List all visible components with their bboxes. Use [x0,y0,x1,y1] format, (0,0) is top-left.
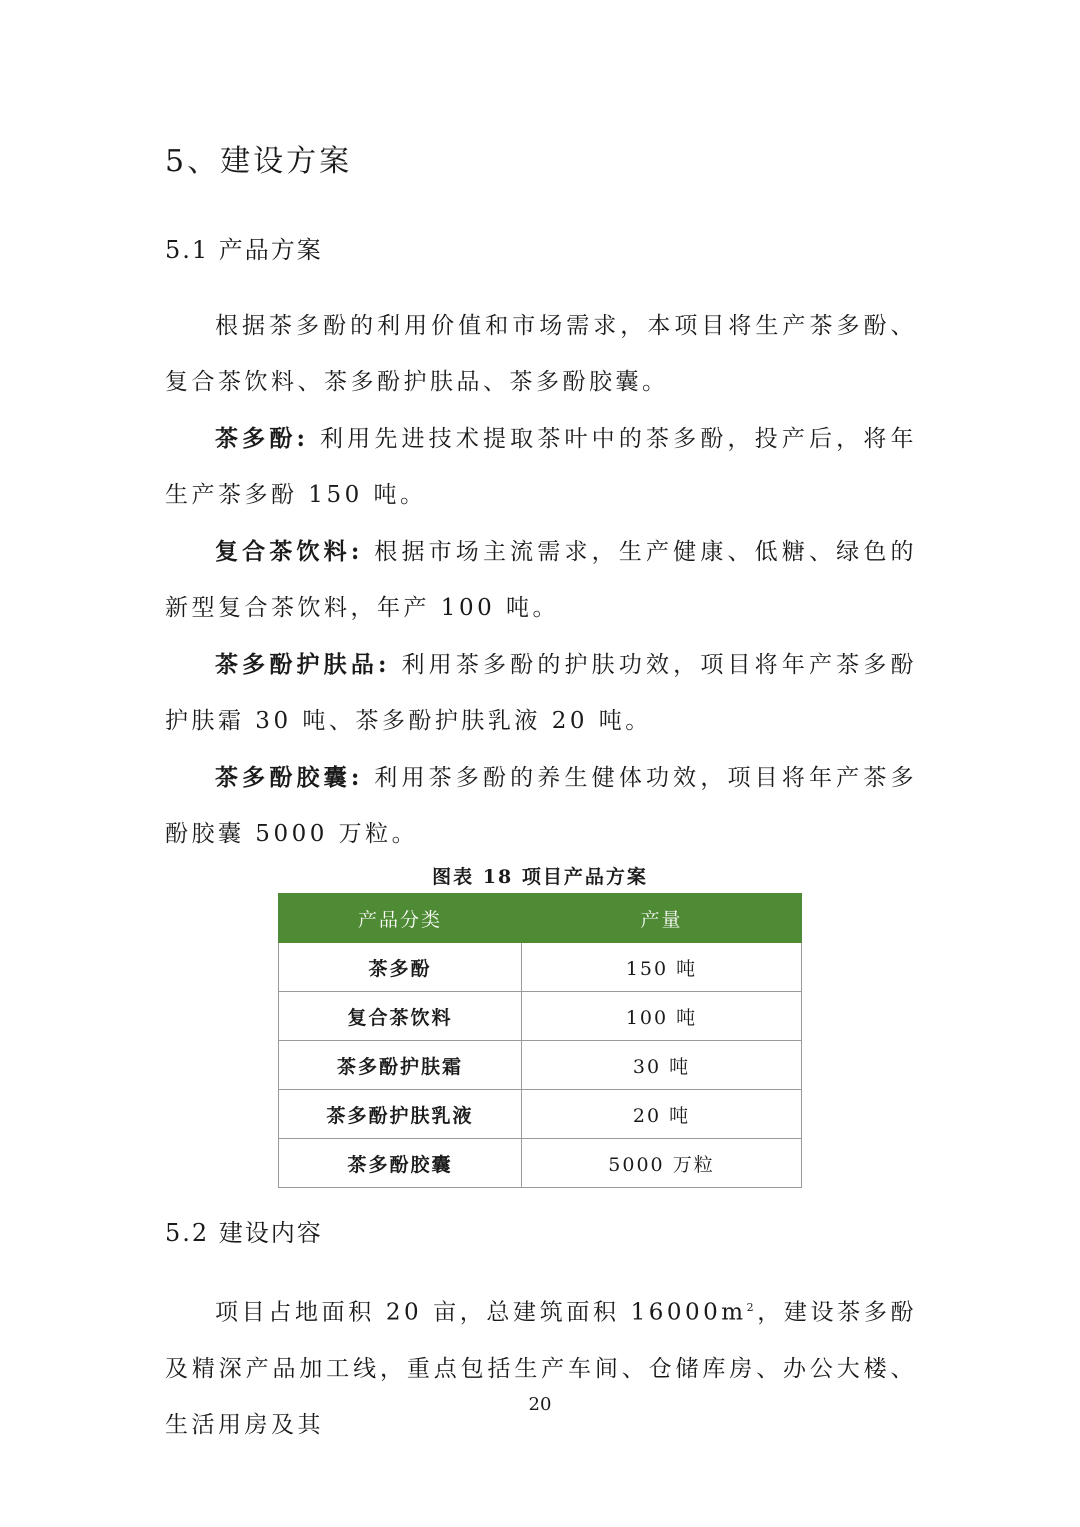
item-label: 茶多酚: [215,425,309,452]
table-row [279,1041,802,1090]
product-plan-table [278,893,802,1188]
intro-paragraph: 根据茶多酚的利用价值和市场需求，本项目将生产茶多酚、复合茶饮料、茶多酚护肤品、茶多酚胶囊。 [165,313,917,395]
table-row [279,1139,802,1188]
item-text: 利用茶多酚的养生健体功效，项目将年产茶多酚胶囊 5000 万粒。 [165,765,917,847]
construction-text-start: 项目占地面积 20 亩，总建筑面积 16000m [215,1299,747,1326]
table-cell-category: 复合茶饮料 [279,992,522,1041]
table-cell-category: 茶多酚 [279,943,522,992]
table-header-row [279,894,802,943]
subsection-heading-construction-content: 5.2 建设内容 [165,1219,323,1247]
table-header-cell: 产品分类 [279,894,522,943]
item-text: 利用先进技术提取茶叶中的茶多酚，投产后，将年生产茶多酚 150 吨。 [165,426,917,508]
table-cell-category: 茶多酚护肤霜 [279,1041,522,1090]
item-label: 茶多酚护肤品: [215,651,390,678]
section-heading: 5、建设方案 [165,144,353,179]
item-text: 利用茶多酚的护肤功效，项目将年产茶多酚护肤霜 30 吨、茶多酚护肤乳液 20 吨。 [165,652,917,734]
table-row [279,1090,802,1139]
table-row [279,992,802,1041]
item-label: 茶多酚胶囊: [215,764,363,791]
table-cell-output: 30 吨 [522,1041,802,1090]
table-caption: 图表 18 项目产品方案 [432,866,648,888]
table-cell-category: 茶多酚护肤乳液 [279,1090,522,1139]
table-header-cell: 产量 [522,894,802,943]
item-paragraph-compound-tea-drink [165,524,917,636]
item-paragraph-capsule [165,750,917,862]
construction-text-end: ，建设茶多酚及精深产品加工线，重点包括生产车间、仓储库房、办公大楼、生活用房及其 [165,1299,917,1438]
table-cell-output: 100 吨 [522,992,802,1041]
table-cell-output: 5000 万粒 [522,1139,802,1188]
item-label: 复合茶饮料: [215,538,363,565]
table-cell-category: 茶多酚胶囊 [279,1139,522,1188]
subsection-heading-product-plan: 5.1 产品方案 [165,236,323,264]
table-row [279,943,802,992]
item-paragraph-tea-polyphenol [165,411,917,523]
table-cell-output: 20 吨 [522,1090,802,1139]
construction-paragraph [165,1280,917,1453]
table-cell-output: 150 吨 [522,943,802,992]
item-paragraph-skincare [165,637,917,749]
page-number: 20 [528,1394,552,1415]
superscript: 2 [746,1301,758,1314]
item-text: 根据市场主流需求，生产健康、低糖、绿色的新型复合茶饮料，年产 100 吨。 [165,539,917,621]
